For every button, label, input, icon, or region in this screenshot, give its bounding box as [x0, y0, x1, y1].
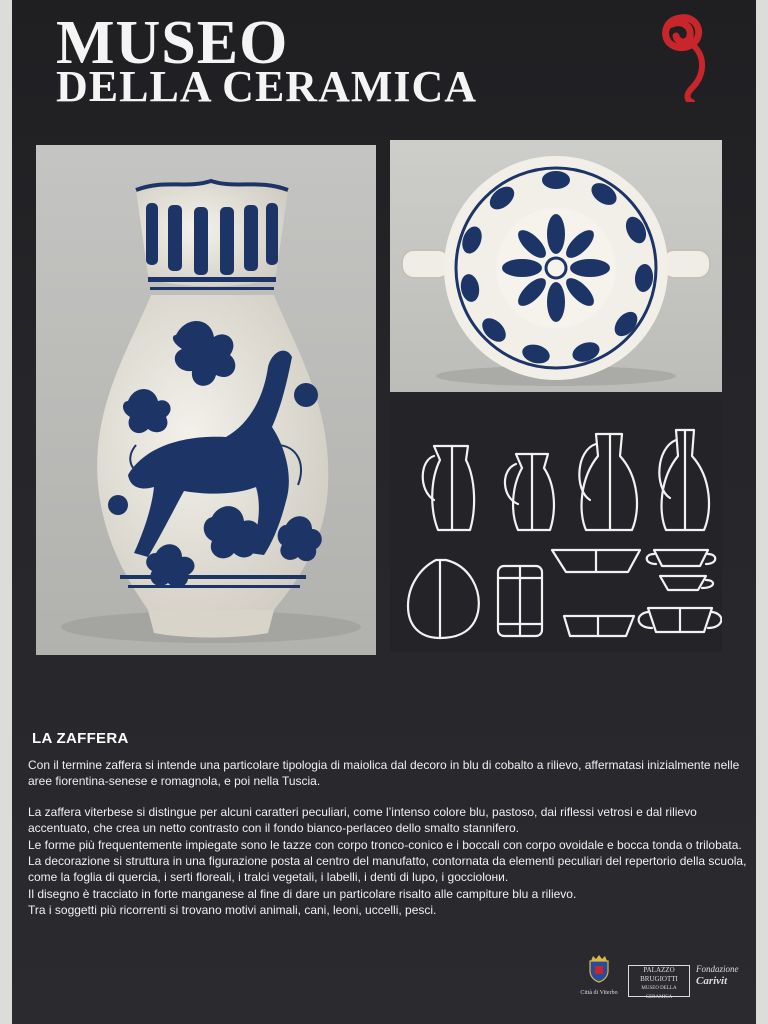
brugiotti-line1: PALAZZO	[643, 966, 675, 974]
zaffera-bowl-photo	[390, 140, 722, 392]
paragraph-intro: Con il termine zaffera si intende una particolare tipologia di maiolica dal decoro in blu di cobalto a rilievo, affermatasi inizialmente nelle aree fiorentina-senese e romagnola, e poi nella Tuscia.	[28, 758, 740, 789]
viterbo-caption: Città di Viterbo	[580, 990, 618, 996]
title-della-ceramica: DELLA CERAMICA	[56, 62, 478, 111]
paragraph-drawing: Il disegno è tracciato in forte manganese al fine di dare un particolare risalto alle campiture blu a rilievo.	[28, 886, 577, 901]
museum-spiral-logo-icon	[652, 6, 714, 102]
paragraph-gap	[28, 790, 753, 804]
zaffera-jug-photo	[36, 145, 376, 655]
paragraph-subjects: Tra i soggetti più ricorrenti si trovano motivi animali, cani, leoni, uccelli, pesci.	[28, 903, 437, 918]
paragraph-viterbese: La zaffera viterbese si distingue per alcuni caratteri peculiari, come l’intenso colore blu, pastoso, dai riflessi vetrosi e dal rilievo accentuato, che crea un netto contrasto con il fondo bianco-perlaceo dello smalto stannifero.	[28, 804, 697, 836]
fondazione-carivit-logo	[696, 963, 756, 987]
carivit-line1: Fondazione	[696, 964, 739, 974]
museum-panel	[12, 0, 756, 1024]
brugiotti-line2: BRUGIOTTI	[640, 975, 678, 983]
carivit-line2: Carivit	[696, 975, 728, 987]
paragraph-decoration: La decorazione si struttura in una figurazione posta al centro del manufatto, contornata da elementi peculiari del repertorio della scuola, come la foglia di quercia, i serti floreali, i tralci vegetali, i labelli, i denti di lupo, i gocciolони.	[28, 854, 747, 885]
palazzo-brugiotti-logo	[628, 965, 690, 1000]
sponsor-logos	[572, 955, 756, 1005]
ceramic-shapes-drawing	[390, 400, 722, 652]
brugiotti-line3: MUSEO DELLA CERAMICA	[641, 986, 677, 1000]
section-title: LA ZAFFERA	[32, 730, 129, 747]
description-text	[28, 757, 753, 919]
title-museo: MUSEO	[56, 9, 289, 77]
paragraph-forms: Le forme più frequentemente impiegate sono le tazze con corpo tronco-conico e i boccali con corpo ovoidale e bocca tonda o trilobata.	[28, 837, 742, 852]
viterbo-coat-of-arms-icon	[588, 955, 610, 983]
viterbo-logo	[572, 955, 626, 996]
